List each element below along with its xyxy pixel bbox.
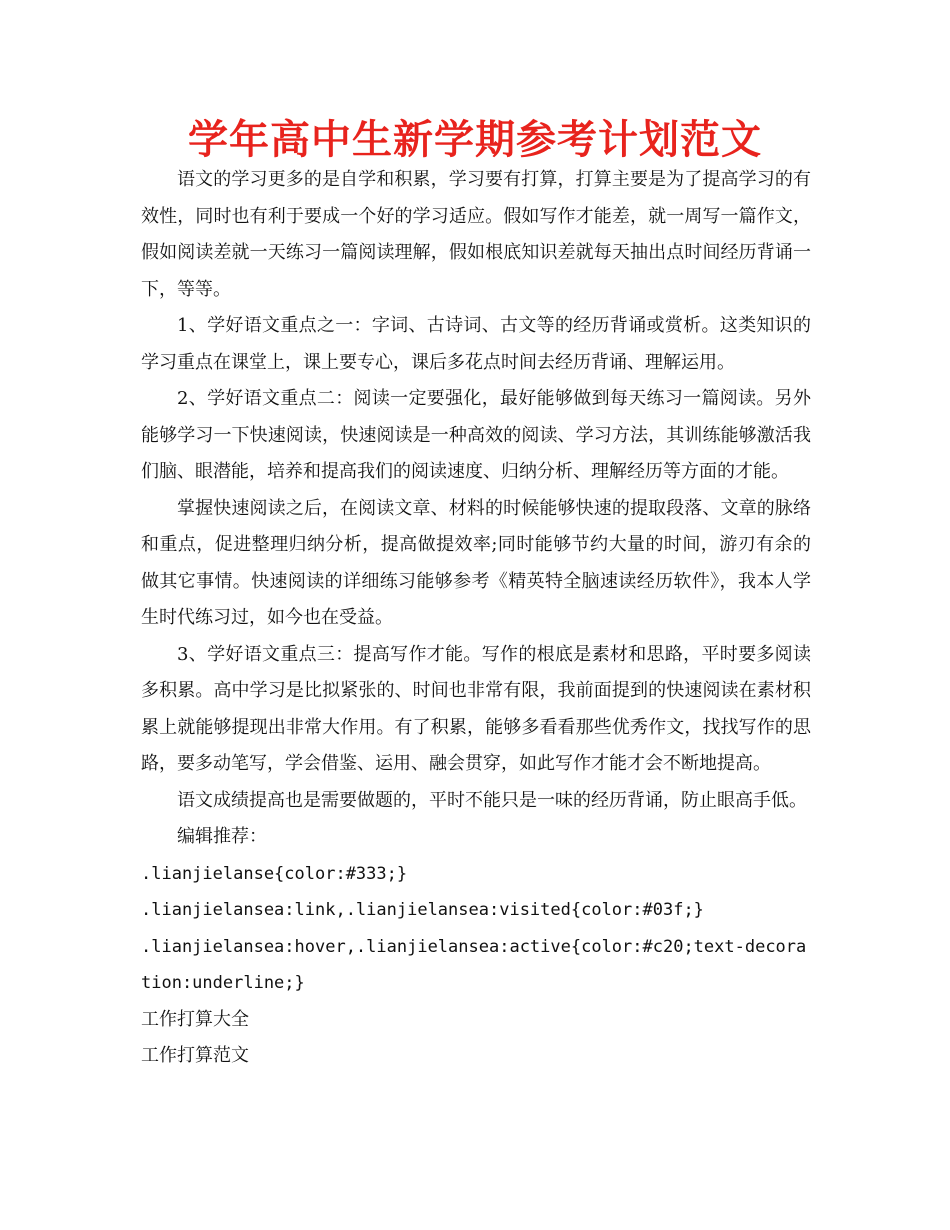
paragraph-point-3: 3、学好语文重点三：提高写作才能。写作的根底是素材和思路，平时要多阅读多积累。高中学习是比拟紧张的、时间也非常有限，我前面提到的快速阅读在素材积累上就能够提现出非常大作用。有了积累，能够多看看那些优秀作文，找找写作的思路，要多动笔写，学会借鉴、运用、融会贯穿，如此写作才能才会不断地提高。 [141, 643, 811, 774]
paragraph-conclusion: 语文成绩提高也是需要做题的，平时不能只是一味的经历背诵，防止眼高手低。 [177, 789, 807, 811]
page-title: 学年高中生新学期参考计划范文 [188, 117, 762, 163]
related-link-work-plan-sample[interactable]: 工作打算范文 [141, 1045, 249, 1066]
paragraph-point-1: 1、学好语文重点之一：字词、古诗词、古文等的经历背诵或赏析。这类知识的学习重点在课堂上，课上要专心，课后多花点时间去经历背诵、理解运用。 [141, 315, 811, 373]
paragraph-fast-reading: 掌握快速阅读之后，在阅读文章、材料的时候能够快速的提取段落、文章的脉络和重点，促进整理归纳分析，提高做提效率;同时能够节约大量的时间，游刃有余的做其它事情。快速阅读的详细练习能够参考《精英特全脑速读经历软件》，我本人学生时代练习过，如今也在受益。 [141, 497, 811, 628]
recommend-label: 编辑推荐： [177, 826, 267, 847]
document-body [141, 162, 811, 1075]
paragraph-point-2: 2、学好语文重点二：阅读一定要强化，最好能够做到每天练习一篇阅读。另外能够学习一下快速阅读，快速阅读是一种高效的阅读、学习方法，其训练能够激活我们脑、眼潜能，培养和提高我们的阅读速度、归纳分析、理解经历等方面的才能。 [141, 388, 811, 482]
css-code-line: .lianjielansea:link,.lianjielansea:visited{color:#03f;} [141, 900, 704, 920]
css-code-line: .lianjielanse{color:#333;} [141, 863, 408, 884]
paragraph-intro: 语文的学习更多的是自学和积累，学习要有打算，打算主要是为了提高学习的有效性，同时也有利于要成一个好的学习适应。假如写作才能差，就一周写一篇作文，假如阅读差就一天练习一篇阅读理解，假如根底知识差就每天抽出点时间经历背诵一下，等等。 [141, 169, 811, 300]
css-code-line: .lianjielansea:hover,.lianjielansea:active{color:#c20;text-decoration:underline;} [141, 936, 807, 993]
related-link-work-plan-collection[interactable]: 工作打算大全 [141, 1008, 249, 1030]
